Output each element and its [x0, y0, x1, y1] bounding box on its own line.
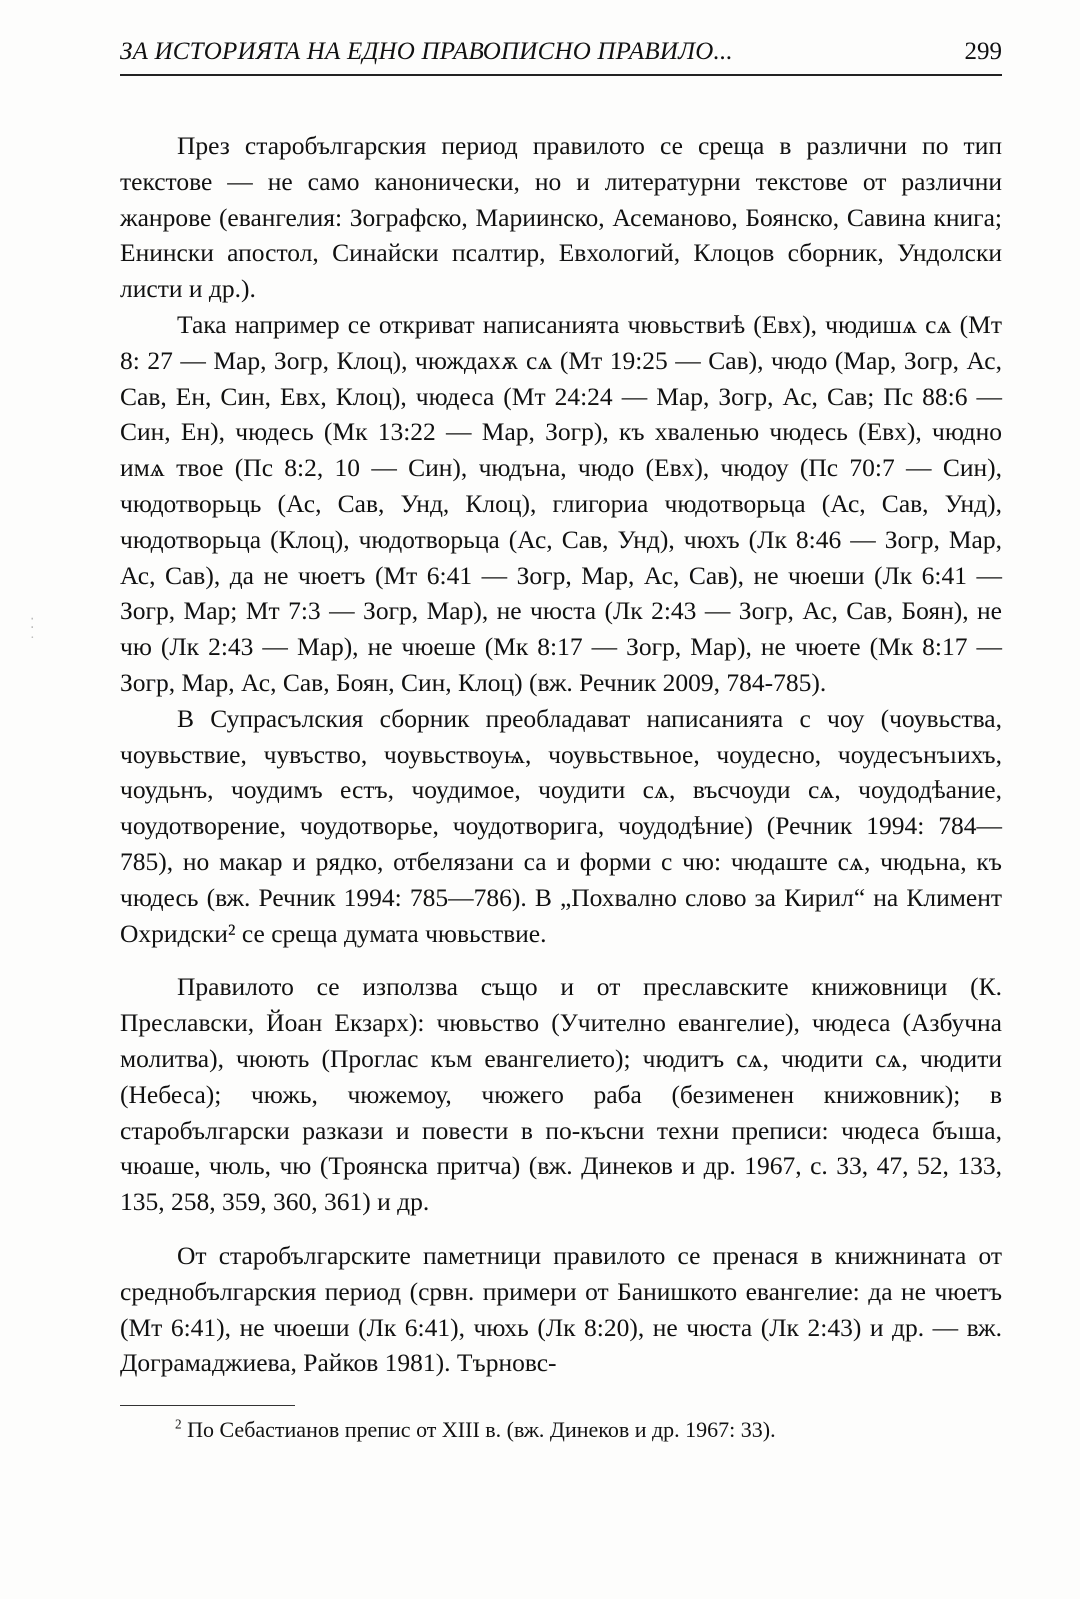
footnote-text: По Себастианов препис от XIII в. (вж. Динеков и др. 1967: 33). [187, 1417, 776, 1442]
footnote [175, 1415, 975, 1445]
paragraph-2: Така например се откриват написанията чювьствиѣ (Евх), чюдишѧ сѧ (Мт 8: 27 — Мар, Зогр, Клоц), чюждахѫ сѧ (Мт 19:25 — Сав), чюдо (Мар, Зогр, Ас, Сав, Ен, Син, Евх, Клоц), чюдеса (Мт 24:24 — Мар, Зогр, Ас, Сав; Пс 88:6 — Син, Ен), чюдесь (Мк 13:22 — Мар, Зогр), къ хваленью чюдесь (Евх), чюдно имѧ твое (Пс 8:2, 10 — Син), чюдъна, чюдо (Евх), чюдоу (Пс 70:7 — Син), чюдотворьць (Ас, Сав, Унд, Клоц), глигориа чюдотворьца (Ас, Сав, Унд), чюдотворьца (Клоц), чюдотворьца (Ас, Сав, Унд), чюхъ (Лк 8:46 — Зогр, Мар, Ас, Сав), да не чюетъ (Мт 6:41 — Зогр, Мар, Ас, Сав), не чюеши (Лк 6:41 — Зогр, Мар; Мт 7:3 — Зогр, Мар), не чюста (Лк 2:43 — Зогр, Ас, Сав, Боян), не чю (Лк 2:43 — Мар), не чюеше (Мк 8:17 — Зогр, Мар), не чюете (Мк 8:17 — Зогр, Мар, Ас, Сав, Боян, Син, Клоц) (вж. Речник 2009, 784-785). [120, 309, 1002, 697]
paragraph-1: През старобългарския период правилото се среща в различни по тип текстове — не само канонически, но и литературни текстове от различни жанрове (евангелия: Зографско, Мариинско, Асеманово, Боянско, Савина книга; Енински апостол, Синайски псалтир, Евхологий, Клоцов сборник, Ундолски листи и др.). [120, 131, 1002, 304]
paragraph-5: От старобългарските паметници правилото се пренася в книжнината от среднобългарския период (срвн. примери от Банишкото евангелие: да не чюетъ (Мт 6:41), не чюеши (Лк 6:41), чюхь (Лк 8:20), не чюста (Лк 2:43) и др. — вж. Дограмаджиева, Райков 1981). Търновс- [120, 1240, 1002, 1378]
footnote-marker: 2 [175, 1416, 182, 1432]
running-header [120, 34, 1002, 76]
paragraph-3: В Супрасълския сборник преобладават написанията с чоу (чоувьства, чоувьствие, чувъство, чоувьствоуѩ, чоувьствьное, чоудесно, чоудесънъıихъ, чоудьнъ, чоудимъ естъ, чоудимое, чоудити сѧ, въсчоуди сѧ, чоудодѣание, чоудотворение, чоудотворье, чоудотворига, чоудодѣние) (Речник 1994: 784—785), но макар и рядко, отбелязани са и форми с чю: чюдаште сѧ, чюдьна, къ чюдесь (вж. Речник 1994: 785—786). В „Похвално слово за Кирил“ на Климент Охридски² се среща думата чювьствие. [120, 703, 1002, 948]
running-title: ЗА ИСТОРИЯТА НА ЕДНО ПРАВОПИСНО ПРАВИЛО... [120, 38, 733, 65]
paragraph-4: Правилото се използва също и от преславските книжовници (К. Преславски, Йоан Екзарх): чювьство (Учително евангелие), чюдеса (Азбучна молитва), чюють (Проглас към евангелието); чюдитъ сѧ, чюдити сѧ, чюдити (Небеса); чюжь, чюжемоу, чюжего раба (безименен книжовник); в старобългарски разкази и повести в по-късни техни преписи: чюдеса бъıша, чюаше, чюль, чю (Троянска притча) (вж. Динеков и др. 1967, с. 33, 47, 52, 133, 135, 258, 359, 360, 361) и др. [120, 972, 1002, 1217]
main-text [120, 128, 1002, 1381]
footnote-divider [120, 1405, 295, 1406]
margin-speck: ⁚ · [30, 617, 35, 646]
page-number: 299 [964, 38, 1002, 65]
